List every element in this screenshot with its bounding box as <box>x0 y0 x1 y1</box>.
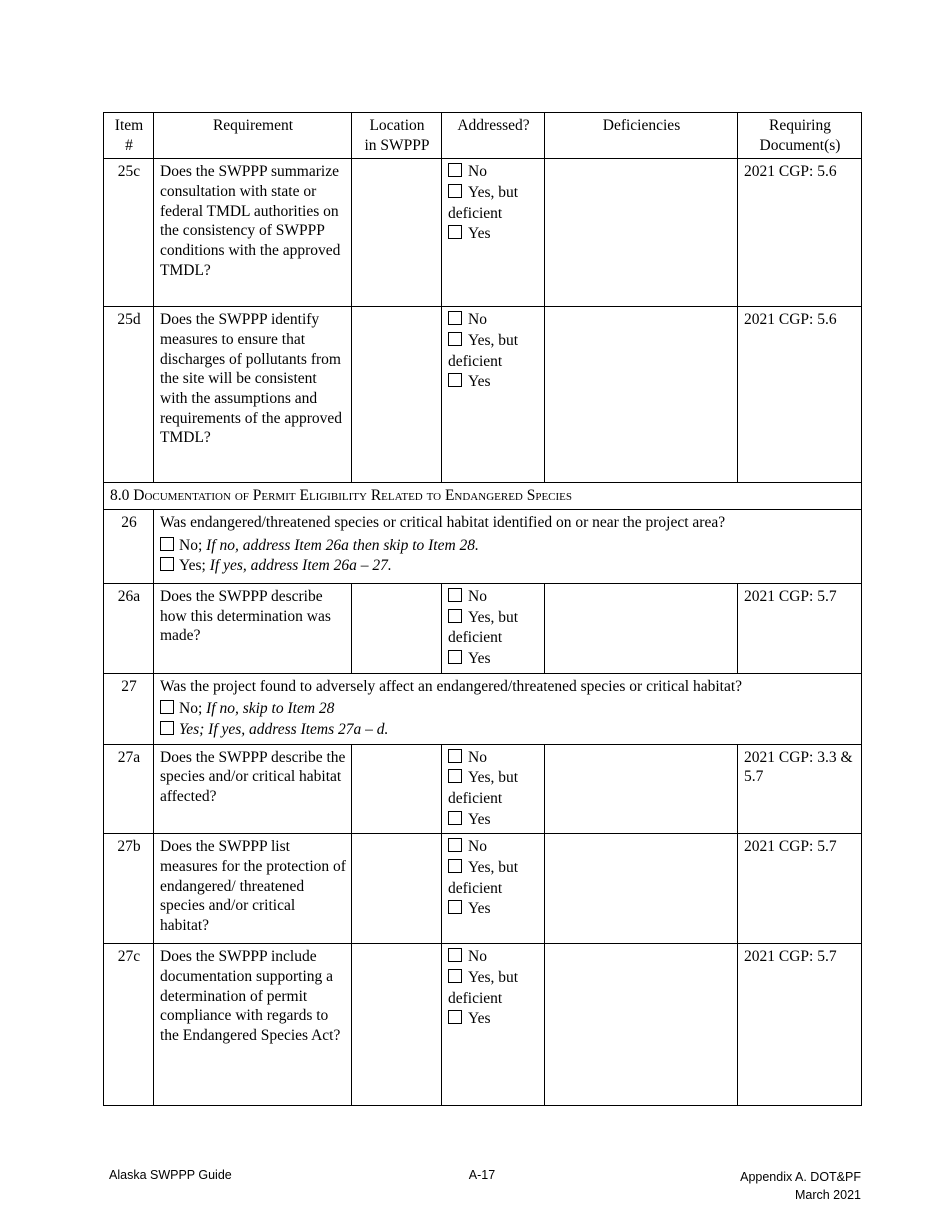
checkbox-no[interactable] <box>448 311 462 325</box>
option-yes[interactable]: Yes <box>448 1009 539 1029</box>
swppp-checklist-table <box>103 112 862 1106</box>
checkbox-no[interactable] <box>448 838 462 852</box>
row-requiring-document: 2021 CGP: 5.7 <box>738 584 862 674</box>
checkbox-yes[interactable] <box>448 650 462 664</box>
row-addressed-options <box>442 944 545 1106</box>
checkbox-yes-but-deficient[interactable] <box>448 184 462 198</box>
checkbox-no[interactable] <box>448 749 462 763</box>
row-requirement: Does the SWPPP describe the species and/or critical habitat affected? <box>154 744 352 834</box>
question-content <box>154 673 862 744</box>
header-addressed: Addressed? <box>442 113 545 159</box>
option-no[interactable]: No <box>448 947 539 967</box>
checkbox-no[interactable] <box>160 700 174 714</box>
checkbox-no[interactable] <box>448 163 462 177</box>
question-row <box>104 673 862 744</box>
question-content <box>154 510 862 584</box>
row-addressed-options <box>442 744 545 834</box>
checkbox-yes[interactable] <box>448 811 462 825</box>
question-row <box>104 510 862 584</box>
question-text: Was endangered/threatened species or critical habitat identified on or near the project area? <box>160 514 726 532</box>
checkbox-no[interactable] <box>448 588 462 602</box>
row-deficiencies-input[interactable] <box>545 744 738 834</box>
table-row <box>104 159 862 307</box>
row-requiring-document: 2021 CGP: 3.3 & 5.7 <box>738 744 862 834</box>
row-location-input[interactable] <box>352 944 442 1106</box>
row-addressed-options <box>442 834 545 944</box>
row-deficiencies-input[interactable] <box>545 307 738 483</box>
table-row <box>104 307 862 483</box>
row-deficiencies-input[interactable] <box>545 584 738 674</box>
row-requiring-document: 2021 CGP: 5.7 <box>738 944 862 1106</box>
option-yes-but-deficient[interactable]: Yes, but <box>448 331 539 351</box>
option-deficient-continued: deficient <box>448 352 503 370</box>
row-deficiencies-input[interactable] <box>545 944 738 1106</box>
row-requiring-document: 2021 CGP: 5.6 <box>738 307 862 483</box>
table-row <box>104 834 862 944</box>
option-yes-but-deficient[interactable]: Yes, but <box>448 768 539 788</box>
footer-page-number: A-17 <box>468 1168 496 1182</box>
row-requiring-document: 2021 CGP: 5.6 <box>738 159 862 307</box>
row-requirement: Does the SWPPP include documentation supporting a determination of permit compliance with regards to the Endangered Species Act? <box>154 944 352 1106</box>
row-addressed-options <box>442 159 545 307</box>
checkbox-yes-but-deficient[interactable] <box>448 609 462 623</box>
row-addressed-options <box>442 307 545 483</box>
row-location-input[interactable] <box>352 744 442 834</box>
option-deficient-continued: deficient <box>448 790 503 808</box>
option-yes-but-deficient[interactable]: Yes, but <box>448 968 539 988</box>
option-yes-but-deficient[interactable]: Yes, but <box>448 858 539 878</box>
option-yes[interactable]: Yes <box>448 372 539 392</box>
row-location-input[interactable] <box>352 834 442 944</box>
footer-right-line2: March 2021 <box>794 1188 861 1203</box>
row-location-input[interactable] <box>352 307 442 483</box>
header-deficiencies: Deficiencies <box>545 113 738 159</box>
row-item-number: 26 <box>104 510 154 584</box>
header-row <box>104 113 862 159</box>
option-yes-but-deficient[interactable]: Yes, but <box>448 608 539 628</box>
checkbox-yes[interactable] <box>448 373 462 387</box>
row-requirement: Does the SWPPP list measures for the protection of endangered/ threatened species and/or critical habitat? <box>154 834 352 944</box>
option-yes[interactable]: Yes <box>448 649 539 669</box>
header-location: Location in SWPPP <box>352 113 442 159</box>
row-item-number: 26a <box>104 584 154 674</box>
footer-right-line1: Appendix A. DOT&PF <box>740 1170 861 1184</box>
option-deficient-continued: deficient <box>448 989 503 1007</box>
table-row <box>104 744 862 834</box>
checkbox-yes-but-deficient[interactable] <box>448 859 462 873</box>
table-row <box>104 944 862 1106</box>
question-option-yes[interactable]: Yes; If yes, address Items 27a – d. <box>160 720 856 740</box>
option-yes[interactable]: Yes <box>448 810 539 830</box>
option-no[interactable]: No <box>448 837 539 857</box>
row-addressed-options <box>442 584 545 674</box>
option-deficient-continued: deficient <box>448 879 503 897</box>
checkbox-yes-but-deficient[interactable] <box>448 969 462 983</box>
option-deficient-continued: deficient <box>448 204 503 222</box>
table-row <box>104 584 862 674</box>
row-requiring-document: 2021 CGP: 5.7 <box>738 834 862 944</box>
option-yes[interactable]: Yes <box>448 899 539 919</box>
row-requirement: Does the SWPPP summarize consultation with state or federal TMDL authorities on the consistency of SWPPP conditions with the approved TMDL? <box>154 159 352 307</box>
option-no[interactable]: No <box>448 162 539 182</box>
checkbox-yes[interactable] <box>160 557 174 571</box>
footer-right <box>740 1168 861 1204</box>
row-requirement: Does the SWPPP identify measures to ensure that discharges of pollutants from the site will be consistent with the assumptions and requirements of the approved TMDL? <box>154 307 352 483</box>
option-yes-but-deficient[interactable]: Yes, but <box>448 183 539 203</box>
header-item: Item # <box>104 113 154 159</box>
header-requiring-document: Requiring Document(s) <box>738 113 862 159</box>
section-heading-row <box>104 483 862 510</box>
checkbox-no[interactable] <box>160 537 174 551</box>
checkbox-yes[interactable] <box>448 900 462 914</box>
table-body <box>104 159 862 1106</box>
row-location-input[interactable] <box>352 584 442 674</box>
checkbox-yes[interactable] <box>448 1010 462 1024</box>
row-item-number: 25c <box>104 159 154 307</box>
row-requirement: Does the SWPPP describe how this determination was made? <box>154 584 352 674</box>
row-deficiencies-input[interactable] <box>545 159 738 307</box>
question-option-yes[interactable]: Yes; If yes, address Item 26a – 27. <box>160 556 856 576</box>
option-yes[interactable]: Yes <box>448 224 539 244</box>
question-option-no[interactable]: No; If no, skip to Item 28 <box>160 699 856 719</box>
footer-left: Alaska SWPPP Guide <box>109 1168 232 1182</box>
row-item-number: 27a <box>104 744 154 834</box>
question-text: Was the project found to adversely affect an endangered/threatened species or critical habitat? <box>160 677 743 695</box>
row-location-input[interactable] <box>352 159 442 307</box>
row-item-number: 27 <box>104 673 154 744</box>
row-item-number: 27c <box>104 944 154 1106</box>
header-requirement: Requirement <box>154 113 352 159</box>
row-deficiencies-input[interactable] <box>545 834 738 944</box>
option-no[interactable]: No <box>448 748 539 768</box>
checkbox-yes-but-deficient[interactable] <box>448 332 462 346</box>
checkbox-yes-but-deficient[interactable] <box>448 769 462 783</box>
row-item-number: 25d <box>104 307 154 483</box>
question-option-no[interactable]: No; If no, address Item 26a then skip to Item 28. <box>160 536 856 556</box>
checkbox-yes[interactable] <box>448 225 462 239</box>
checkbox-no[interactable] <box>448 948 462 962</box>
section-heading: 8.0 Documentation of Permit Eligibility Related to Endangered Species <box>104 483 862 510</box>
option-no[interactable]: No <box>448 587 539 607</box>
option-deficient-continued: deficient <box>448 629 503 647</box>
option-no[interactable]: No <box>448 310 539 330</box>
table-header <box>104 113 862 159</box>
row-item-number: 27b <box>104 834 154 944</box>
checkbox-yes[interactable] <box>160 721 174 735</box>
